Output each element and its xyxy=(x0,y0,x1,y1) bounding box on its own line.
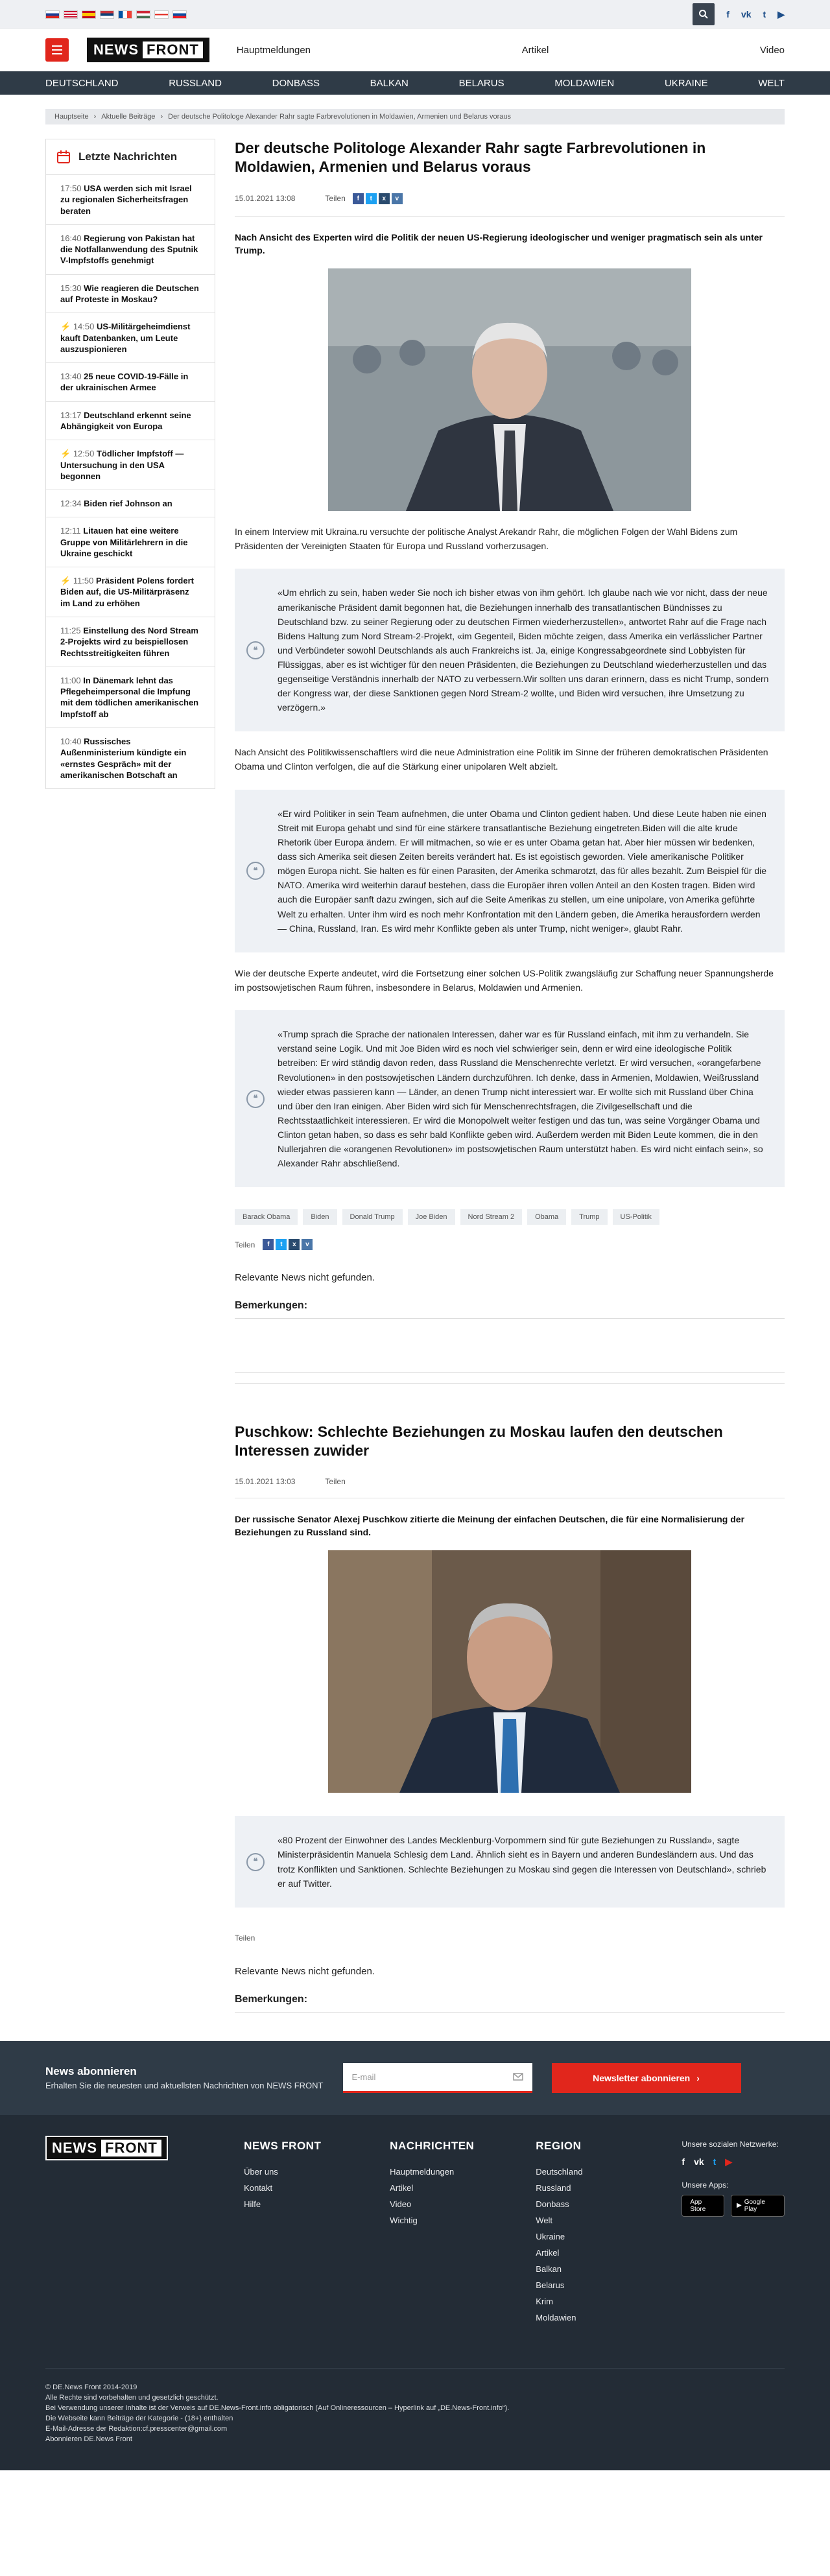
share-twitter-icon[interactable]: t xyxy=(276,1239,287,1250)
breadcrumb-section[interactable]: Aktuelle Beiträge xyxy=(101,113,156,121)
related-news-empty: Relevante News nicht gefunden. xyxy=(235,1272,375,1284)
news-headline[interactable]: US-Militärgeheimdienst kauft Datenbanken, um Leute auszuspionieren xyxy=(60,322,191,354)
flash-icon: ⚡ xyxy=(60,449,73,459)
footer-link[interactable]: Balkan xyxy=(536,2263,562,2274)
flash-icon: ⚡ xyxy=(60,576,73,586)
share-block-bottom xyxy=(235,1933,785,1943)
news-time: 11:25 xyxy=(60,626,81,636)
article-meta xyxy=(235,193,785,217)
nav-donbass[interactable]: DONBASS xyxy=(272,77,320,89)
news-headline[interactable]: USA werden sich mit Israel zu regionalen Sicherheitsfragen beraten xyxy=(60,183,192,216)
quote-icon: ❝ xyxy=(246,1853,265,1871)
news-headline[interactable]: In Dänemark lehnt das Pflegeheimpersonal die Impfung mit dem tödlichen amerikanischen Impfstoff ab xyxy=(60,675,199,719)
footer-col-nachrichten xyxy=(390,2136,536,2329)
tag-list xyxy=(235,1209,785,1225)
article-photo-rahr xyxy=(328,268,691,511)
news-time: 12:34 xyxy=(60,499,82,509)
facebook-icon[interactable]: f xyxy=(726,9,729,19)
share-twitter-icon[interactable]: t xyxy=(366,193,377,204)
quote-icon: ❝ xyxy=(246,862,265,880)
copyright-line: © DE.News Front 2014-2019 xyxy=(45,2383,137,2391)
footer-col-title: NACHRICHTEN xyxy=(390,2139,475,2152)
header-link-hauptmeldungen[interactable]: Hauptmeldungen xyxy=(236,44,311,56)
newsletter-email-input[interactable] xyxy=(343,2063,532,2093)
menu-icon xyxy=(52,45,62,47)
footer-link[interactable]: Belarus xyxy=(536,2280,565,2290)
share-xing-icon[interactable]: x xyxy=(379,193,390,204)
footer-link[interactable]: Hauptmeldungen xyxy=(390,2166,455,2177)
article-quote xyxy=(235,790,785,952)
breadcrumb-home[interactable]: Hauptseite xyxy=(54,113,89,121)
flag-georgian[interactable] xyxy=(154,10,169,19)
sidebar-header xyxy=(46,139,215,175)
nav-russland[interactable]: RUSSLAND xyxy=(169,77,222,89)
flag-french[interactable] xyxy=(118,10,132,19)
news-headline[interactable]: Russisches Außenministerium kündigte ein «ernstes Gespräch» mit der amerikanischen Botschaft an xyxy=(60,737,187,780)
language-flags xyxy=(45,10,187,19)
article-lead: Nach Ansicht des Experten wird die Politik der neuen US-Regierung ideologischer und weniger pragmatisch sein als unter Trump. xyxy=(235,231,763,255)
article-paragraph: In einem Interview mit Ukraina.ru versuchte der politische Analyst Arekandr Rahr, die möglichen Folgen der Wahl Bidens zum Präsidenten der Vereinigten Staaten für Europa und Russland vorherzusagen. xyxy=(235,526,738,551)
footer-logo[interactable] xyxy=(45,2136,168,2160)
list-item[interactable] xyxy=(46,617,215,667)
sidebar-title: Letzte Nachrichten xyxy=(78,150,178,163)
twitter-icon[interactable]: t xyxy=(713,2156,717,2167)
tag[interactable]: Joe Biden xyxy=(408,1209,455,1225)
vk-icon[interactable]: vk xyxy=(694,2156,704,2167)
latest-news-sidebar xyxy=(45,139,215,789)
list-item[interactable] xyxy=(46,363,215,402)
youtube-icon[interactable]: ▶ xyxy=(777,8,785,19)
tag[interactable]: Donald Trump xyxy=(342,1209,403,1225)
news-headline[interactable]: Deutschland erkennt seine Abhängigkeit von Europa xyxy=(60,410,191,431)
share-xing-icon[interactable]: x xyxy=(289,1239,300,1250)
newsletter-section xyxy=(0,2041,830,2115)
search-icon xyxy=(698,9,709,19)
google-play-button[interactable] xyxy=(731,2195,785,2217)
app-store-label: App Store xyxy=(690,2198,706,2213)
news-headline[interactable]: Biden rief Johnson an xyxy=(84,499,172,509)
footer-link[interactable]: Artikel xyxy=(536,2247,560,2258)
news-headline[interactable]: Einstellung des Nord Stream 2-Projekts wird zu beispiellosen Rechtsstreitigkeiten führen xyxy=(60,626,198,658)
article-quote xyxy=(235,1816,785,1907)
footer-social xyxy=(682,2140,785,2329)
copyright-line[interactable]: Abonnieren DE.News Front xyxy=(45,2435,132,2443)
header-link-artikel[interactable]: Artikel xyxy=(521,44,549,56)
footer-link[interactable]: Hilfe xyxy=(244,2199,261,2209)
nav-ukraine[interactable]: UKRAINE xyxy=(664,77,708,89)
nav-belarus[interactable]: BELARUS xyxy=(458,77,504,89)
twitter-icon[interactable]: t xyxy=(763,9,766,19)
list-item[interactable] xyxy=(46,728,215,788)
nav-welt[interactable]: WELT xyxy=(758,77,785,89)
quote-icon: ❝ xyxy=(246,1090,265,1108)
play-icon: ▶ xyxy=(737,2202,742,2210)
news-time: 11:50 xyxy=(73,576,94,586)
logo-news: NEWS xyxy=(52,2139,97,2156)
footer-link[interactable]: Krim xyxy=(536,2296,553,2306)
news-list xyxy=(46,175,215,788)
flash-icon: ⚡ xyxy=(60,322,73,332)
footer-link[interactable]: Moldawien xyxy=(536,2312,576,2322)
nav-balkan[interactable]: BALKAN xyxy=(370,77,409,89)
footer-link[interactable]: Donbass xyxy=(536,2199,569,2209)
article-photo-puschkow xyxy=(328,1550,691,1793)
flag-slovak[interactable] xyxy=(172,10,187,19)
newsletter-subtitle: Erhalten Sie die neuesten und aktuellsten Nachrichten von NEWS FRONT xyxy=(45,2081,324,2091)
list-item[interactable] xyxy=(46,567,215,617)
article-title: Der deutsche Politologe Alexander Rahr sagte Farbrevolutionen in Moldawien, Armenien und Belarus voraus xyxy=(235,139,706,175)
facebook-icon[interactable]: f xyxy=(682,2156,685,2167)
news-headline[interactable]: Litauen hat eine weitere Gruppe von Militärlehrern in die Ukraine geschickt xyxy=(60,526,188,558)
share-block xyxy=(325,193,402,204)
share-facebook-icon[interactable]: f xyxy=(353,193,364,204)
footer-link[interactable]: Welt xyxy=(536,2215,553,2225)
share-label: Teilen xyxy=(235,1240,255,1249)
footer-link[interactable]: Kontakt xyxy=(244,2182,273,2193)
copyright-line: Die Webseite kann Beiträge der Kategorie - (18+) enthalten xyxy=(45,2414,233,2422)
footer-col-region xyxy=(536,2136,682,2329)
youtube-icon[interactable]: ▶ xyxy=(725,2156,733,2167)
footer-col-newsfront xyxy=(244,2136,390,2329)
vk-icon[interactable]: vk xyxy=(741,9,752,19)
quote-text: «Trump sprach die Sprache der nationalen Interessen, daher war es für Russland einfach, mit ihm zu verhandeln. Sie verstand seine Logik. Und mit Joe Biden wird es noch viel schwieriger sein, denn er wird eine ideologische Politik betreiben: Er wird ständig davon reden, dass Russland die Menschenrechte verletzt. Er wird versuchen, «orangefarbene Revolutionen» in den postsowjetischen Ländern durchzuführen. Ich denke, dass in Armenien, Moldawien, Weißrussland wieder etwas passieren kann — Länder, an denen Trump nicht interessiert war. Er wollte sich mit Russland über China und über den Iran einigen. Aber Biden wird sich für Menschenrechtsfragen, die Zivilgesellschaft und die Rechtsstaatlichkeit interessieren. Er wird die Monopolwelt weiter festigen und das tun, was seine Vorgänger Obama und Clinton getan haben, so dass es sehr bald Konflikte geben wird. Außerdem werden mit Biden Leute kommen, die in den Nullerjahren die «orangenen Revolutionen» im postsowjetischen Raum unterstützt haben. Es wird nicht einfach sein», so Alexander Rahr abschließend. xyxy=(278,1029,763,1169)
mail-icon xyxy=(513,2073,523,2081)
site-header xyxy=(0,29,830,71)
app-store-button[interactable] xyxy=(682,2195,724,2217)
footer-link[interactable]: Russland xyxy=(536,2182,571,2193)
copyright-line: Bei Verwendung unserer Inhalte ist der Verweis auf DE.News-Front.info obligatorisch (Auf Onlineressourcen – Hyperlink auf „DE.News-Front.info“). xyxy=(45,2404,510,2412)
breadcrumb: Hauptseite › Aktuelle Beiträge › Der deutsche Politologe Alexander Rahr sagte Farbrevolutionen in Moldawien, Armenien und Belarus voraus xyxy=(45,109,785,124)
list-item[interactable] xyxy=(46,275,215,314)
share-label: Teilen xyxy=(325,1476,346,1486)
footer-link[interactable]: Wichtig xyxy=(390,2215,418,2225)
list-item[interactable] xyxy=(46,440,215,490)
footer-link[interactable]: Über uns xyxy=(244,2166,278,2177)
subscribe-label: Newsletter abonnieren xyxy=(593,2072,691,2083)
newsletter-text xyxy=(45,2065,324,2090)
news-time: 12:50 xyxy=(73,449,95,459)
copyright xyxy=(45,2368,785,2471)
share-block-bottom xyxy=(235,1239,785,1250)
email-placeholder: E-mail xyxy=(351,2072,376,2082)
news-time: 15:30 xyxy=(60,283,82,293)
list-item[interactable] xyxy=(46,402,215,441)
flag-serbian[interactable] xyxy=(100,10,114,19)
news-headline[interactable]: Regierung von Pakistan hat die Notfallanwendung des Sputnik V-Impfstoffs genehmigt xyxy=(60,233,198,266)
news-time: 16:40 xyxy=(60,233,82,243)
news-headline[interactable]: Wie reagieren die Deutschen auf Proteste in Moskau? xyxy=(60,283,199,304)
article-column xyxy=(235,139,785,2013)
list-item[interactable] xyxy=(46,225,215,275)
breadcrumb-current: Der deutsche Politologe Alexander Rahr sagte Farbrevolutionen in Moldawien, Armenien und Belarus voraus xyxy=(168,113,512,121)
search-button[interactable] xyxy=(693,3,715,25)
divider xyxy=(235,1383,785,1384)
news-time: 13:17 xyxy=(60,410,82,420)
news-time: 11:00 xyxy=(60,675,81,685)
list-item[interactable] xyxy=(46,667,215,728)
site-footer xyxy=(0,2115,830,2471)
footer-link[interactable]: Artikel xyxy=(390,2182,414,2193)
article-quote xyxy=(235,1010,785,1187)
divider xyxy=(235,1372,785,1373)
share-facebook-icon[interactable]: f xyxy=(263,1239,274,1250)
article-meta xyxy=(235,1477,785,1498)
google-play-label: Google Play xyxy=(744,2198,765,2213)
tag[interactable]: Obama xyxy=(527,1209,566,1225)
top-bar xyxy=(0,0,830,29)
footer-col-title: NEWS FRONT xyxy=(244,2139,322,2152)
news-time: 17:50 xyxy=(60,183,82,193)
apps-title: Unsere Apps: xyxy=(682,2180,729,2190)
social-title: Unsere sozialen Netzwerke: xyxy=(682,2139,779,2149)
footer-col-title: REGION xyxy=(536,2139,582,2152)
tag[interactable]: US-Politik xyxy=(613,1209,659,1225)
news-time: 14:50 xyxy=(73,322,95,332)
article-date: 15.01.2021 13:03 xyxy=(235,1476,296,1486)
quote-text: «80 Prozent der Einwohner des Landes Mecklenburg-Vorpommern sind für gute Beziehungen zu Russland», sagte Ministerpräsidentin Manuela Schlesig dem Land. Ähnlich sieht es in Bayern und anderen Bundesländern aus. Und das trotz Konflikten und Sanktionen. Schlechte Beziehungen zu Moskau sind gegen die Interessen von Deutschland», schrieb er auf Twitter. xyxy=(278,1835,766,1889)
list-item[interactable] xyxy=(46,313,215,363)
news-headline[interactable]: Präsident Polens fordert Biden auf, die US-Militärpräsenz im Land zu erhöhen xyxy=(60,576,194,608)
share-label: Teilen xyxy=(235,1933,255,1943)
tag[interactable]: Trump xyxy=(571,1209,607,1225)
flag-russian[interactable] xyxy=(45,10,60,19)
related-news-empty: Relevante News nicht gefunden. xyxy=(235,1965,375,1977)
flag-spanish[interactable] xyxy=(82,10,96,19)
calendar-icon xyxy=(56,150,71,164)
header-link-video[interactable]: Video xyxy=(759,44,785,56)
region-nav xyxy=(0,71,830,95)
list-item[interactable] xyxy=(46,490,215,517)
list-item[interactable] xyxy=(46,517,215,567)
share-vk-icon[interactable]: v xyxy=(302,1239,313,1250)
newsletter-title: News abonnieren xyxy=(45,2065,137,2078)
flag-hungarian[interactable] xyxy=(136,10,150,19)
article-paragraph: Nach Ansicht des Politikwissenschaftlers wird die neue Administration eine Politik im Sinne der früheren demokratischen Präsidenten Obama und Clinton verfolgen, die auf die Stärkung einer unipolaren Welt abzielt. xyxy=(235,747,768,772)
share-label: Teilen xyxy=(325,194,346,203)
news-time: 12:11 xyxy=(60,526,81,536)
logo-news: NEWS xyxy=(93,41,139,58)
tag[interactable]: Biden xyxy=(303,1209,337,1225)
article-date: 15.01.2021 13:08 xyxy=(235,194,296,203)
article-quote xyxy=(235,569,785,731)
header-links xyxy=(237,45,785,56)
news-time: 10:40 xyxy=(60,737,82,746)
tag[interactable]: Nord Stream 2 xyxy=(460,1209,523,1225)
quote-icon: ❝ xyxy=(246,641,265,659)
tag[interactable]: Barack Obama xyxy=(235,1209,298,1225)
nav-moldawien[interactable]: MOLDAWIEN xyxy=(554,77,615,89)
menu-button[interactable] xyxy=(45,38,69,62)
quote-text: «Er wird Politiker in sein Team aufnehmen, die unter Obama und Clinton gedient haben. Und diese Leute haben nie einen Streit mit Europa gehabt und sind für eine stärkere transatlantische Beziehung eingetreten.Biden will die alte krude Rhetorik über Europa ändern. Er will mitmachen, so wie er es unter Obama getan hat. Aber hier müssen wir bedenken, dass sich Amerika seit diesen Zeiten bereits verändert hat. Es ist egoistisch geworden. Viele amerikanische Politiker mögen Europa nicht. Sie halten es für einen Parasiten, der Amerika schmarotzt, das für alles bezahlt. Zum Beispiel für die NATO. Amerika wird weiterhin darauf bestehen, dass die Europäer ihren vollen Anteil an den Kosten tragen. Biden wird auch die Europäer sanft dazu zwingen, sich auf die Seite Amerikas zu stellen, um eine unipolare, von Amerika geführte Welt zu erhalten. Unter ihm wird es noch mehr Konfrontation mit den Ländern geben, die Amerika herausfordern werden — China, Russland, Iran. Es wird mehr Konflikte geben als unter Trump, nicht weniger», glaubt Rahr. xyxy=(278,808,767,934)
nav-deutschland[interactable]: DEUTSCHLAND xyxy=(45,77,119,89)
logo-front: FRONT xyxy=(143,41,203,58)
article-paragraph: Wie der deutsche Experte andeutet, wird die Fortsetzung einer solchen US-Politik zwangsläufig zur Schaffung neuer Spannungsherde im postsowjetischen Raum führen, insbesondere in Belarus, Moldawien und Armenien. xyxy=(235,967,774,993)
article-lead: Der russische Senator Alexej Puschkow zitierte die Meinung der einfachen Deutschen, die für eine Normalisierung der Beziehungen zu Russland sind. xyxy=(235,1513,745,1538)
news-headline[interactable]: 25 neue COVID-19-Fälle in der ukrainischen Armee xyxy=(60,372,189,393)
chevron-right-icon: › xyxy=(696,2072,700,2083)
footer-link[interactable]: Deutschland xyxy=(536,2166,583,2177)
share-vk-icon[interactable]: v xyxy=(392,193,403,204)
quote-text: «Um ehrlich zu sein, haben weder Sie noch ich bisher etwas von ihm gehört. Ich glaube nach wie vor nicht, dass der neue amerikanische Präsident damit begonnen hat, die Beziehungen innerhalb des transatlantischen Bündnisses zu Deutschland bzw. zu seiner Regierung oder zu deutschen Firmen wiederherzustellen», antwortet Rahr auf die Frage nach Bidens Haltung zum Nord Stream-2-Projekt, «im Gegenteil, Biden möchte zeigen, dass Amerika ein verlässlicher Partner und Verbündeter sowohl Deutschlands als auch Frankreichs ist. Ja, einige Kongressabgeordnete sind Lobbyisten für Flüssiggas, aber es ist wichtiger für den neuen Präsidenten, die Beziehungen zu Deutschland wiederherzustellen und das gegenseitige Verständnis innerhalb der NATO zu verbessern.Wir sollten uns daran erinnern, dass es nicht Trump, sondern der Kongress war, der diese Sanktionen gegen Nord Stream-2 wollte, und Biden wird versuchen, ihre Umsetzung zu verzögern.» xyxy=(278,587,769,713)
news-headline[interactable]: Tödlicher Impfstoff — Untersuchung in den USA begonnen xyxy=(60,449,184,481)
copyright-line: E-Mail-Adresse der Redaktion:cf.presscenter@gmail.com xyxy=(45,2424,228,2433)
logo-front: FRONT xyxy=(101,2140,161,2157)
footer-link[interactable]: Video xyxy=(390,2199,412,2209)
list-item[interactable] xyxy=(46,175,215,225)
remarks-heading: Bemerkungen: xyxy=(235,1994,785,2013)
remarks-heading: Bemerkungen: xyxy=(235,1300,785,1319)
flag-english[interactable] xyxy=(64,10,78,19)
site-logo[interactable] xyxy=(87,38,209,62)
news-time: 13:40 xyxy=(60,372,82,382)
footer-link[interactable]: Ukraine xyxy=(536,2231,565,2241)
article-title-2: Puschkow: Schlechte Beziehungen zu Moskau laufen den deutschen Interessen zuwider xyxy=(235,1423,723,1459)
newsletter-subscribe-button[interactable] xyxy=(552,2063,741,2093)
copyright-line: Alle Rechte sind vorbehalten und gesetzlich geschützt. xyxy=(45,2393,219,2402)
